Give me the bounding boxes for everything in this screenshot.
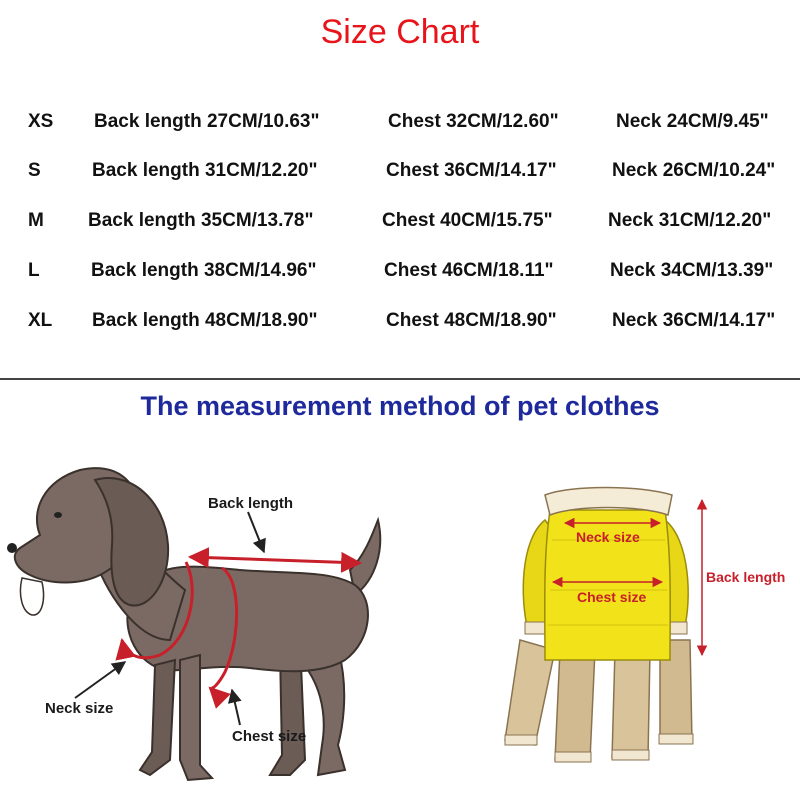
size-label: L [28, 260, 40, 281]
dog-leg [180, 655, 212, 780]
clothes-neck-size-label: Neck size [576, 529, 640, 545]
neck-value: Neck 31CM/12.20" [608, 210, 772, 231]
dog-eye [54, 512, 62, 518]
neck-value: Neck 24CM/9.45" [616, 111, 769, 132]
size-label: XL [28, 310, 53, 331]
size-label: S [28, 160, 41, 181]
clothes-back-length-label: Back length [706, 569, 786, 585]
dog-tongue [20, 578, 43, 615]
dog-back-length-label: Back length [208, 495, 294, 512]
back-length-value: Back length 31CM/12.20" [92, 160, 318, 181]
clothes-chest-size-label: Chest size [577, 589, 647, 605]
neck-value: Neck 26CM/10.24" [612, 160, 776, 181]
neck-size-pointer [75, 662, 125, 698]
pants-cuff [612, 750, 649, 760]
chest-value: Chest 32CM/12.60" [388, 111, 559, 132]
back-length-value: Back length 48CM/18.90" [92, 310, 318, 331]
size-chart-title: Size Chart [320, 13, 480, 51]
dog-neck-size-label: Neck size [45, 700, 114, 717]
pants-cuff [555, 752, 591, 762]
dog-nose [7, 543, 17, 553]
size-label: M [28, 210, 44, 231]
chest-size-pointer [232, 690, 240, 725]
pants-cuff [505, 735, 537, 745]
back-length-value: Back length 35CM/13.78" [88, 210, 314, 231]
chest-value: Chest 36CM/14.17" [386, 160, 557, 181]
back-length-pointer [248, 512, 264, 552]
back-length-value: Back length 27CM/10.63" [94, 111, 320, 132]
dog-illustration [7, 468, 380, 780]
pants-cuff [659, 734, 693, 744]
chest-value: Chest 46CM/18.11" [384, 260, 554, 281]
back-length-value: Back length 38CM/14.96" [91, 260, 317, 281]
pants-leg [612, 650, 650, 758]
size-label: XS [28, 111, 54, 132]
pants-leg [555, 650, 595, 760]
dog-chest-size-label: Chest size [232, 728, 307, 745]
dog-leg [140, 660, 175, 775]
chest-value: Chest 48CM/18.90" [386, 310, 557, 331]
back-length-measure-line [190, 557, 360, 563]
chest-value: Chest 40CM/15.75" [382, 210, 553, 231]
neck-value: Neck 34CM/13.39" [610, 260, 774, 281]
neck-value: Neck 36CM/14.17" [612, 310, 776, 331]
measurement-method-heading: The measurement method of pet clothes [140, 391, 660, 421]
